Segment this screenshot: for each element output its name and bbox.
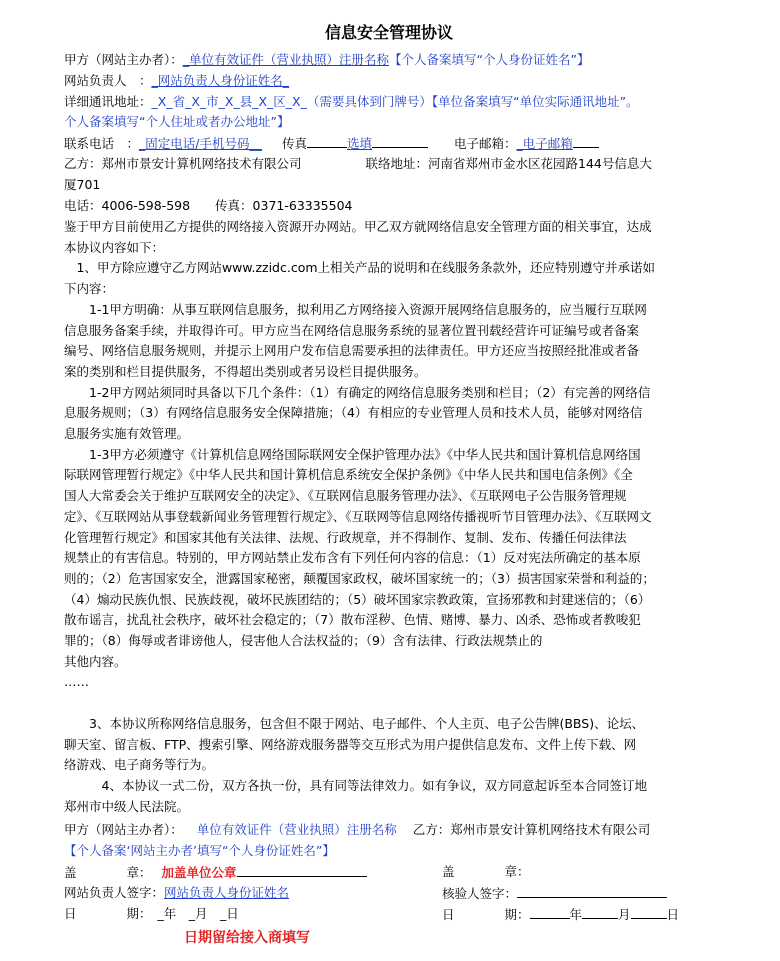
body-line: 郑州市中级人民法院。	[64, 798, 190, 814]
address-value: _X_省_X_市_X_县_X_区_X_（需要具体到门牌号）	[151, 94, 432, 109]
owner-sign-label: 网站负责人签字：	[64, 885, 165, 900]
address-line	[64, 92, 639, 112]
day-label: 日	[666, 907, 680, 922]
body-line: 3、本协议所称网络信息服务，包含但不限于网站、电子邮件、个人主页、电子公告牌(BBS)、论坛、	[64, 715, 645, 731]
sign-party-a-label: 甲方（网站主办者）：	[64, 822, 183, 837]
address-note: 【单位备案填写“单位实际通讯地址”。	[431, 94, 639, 109]
month-label: 月	[618, 907, 631, 922]
verifier-blank	[517, 883, 667, 898]
sign-personal-note: 【个人备案‘网站主办者’填写“个人身份证姓名”】	[64, 843, 335, 858]
body-line: （4）煽动民族仇恨、民族歧视，破坏民族团结的；（5）破坏国家宗教政策，宣扬邪教和封建迷信的；（6）	[64, 591, 651, 607]
body-line: 散布谣言，扰乱社会秩序，破坏社会稳定的；（7）散布淫秽、色情、赌博、暴力、凶杀、恐怖或者教唆犯	[64, 612, 641, 628]
owner-sign-line	[64, 883, 289, 903]
month-blank	[582, 904, 618, 919]
email-label: 电子邮箱：	[454, 136, 517, 151]
contact-line	[64, 133, 599, 154]
day-blank	[631, 904, 667, 919]
body-line: 1、甲方除应遵守乙方网站www.zzidc.com上相关产品的说明和在线服务条款外，还应特别遵守并承诺如	[64, 260, 656, 276]
fax-label: 传真	[281, 136, 307, 151]
body-line: 聊天室、留言板、FTP、搜索引擎、网络游戏服务器等交互形式为用户提供信息发布、文件上传下载、网	[64, 736, 637, 752]
body-line: 信息服务备案手续，并取得许可。甲方应当在网络信息服务系统的显著位置刊载经营许可证编号或者备案	[64, 322, 640, 338]
body-line: 罪的；（8）侮辱或者诽谤他人，侵害他人合法权益的；（9）含有法律、行政法规禁止的	[64, 633, 543, 648]
body-line: 下内容：	[64, 281, 115, 297]
sign-party-a-value: 单位有效证件（营业执照）注册名称	[196, 822, 397, 837]
body-line: 其他内容。	[64, 653, 127, 669]
address-note-2: 个人备案填写“个人住址或者办公地址”】	[64, 114, 290, 129]
date-label-b: 日 期：	[442, 907, 530, 922]
fax-value: 选填	[347, 136, 373, 151]
body-line: 息服务实施有效管理。	[64, 426, 190, 441]
year-blank	[530, 904, 570, 919]
body-line: 4、本协议一式二份，双方各执一份，具有同等法律效力。如有争议，双方同意起诉至本合同签订地	[64, 777, 647, 793]
email-value: _电子邮箱	[516, 136, 573, 151]
party-b-phone-fax: 电话：4006-598-598 传真：0371-63335504	[64, 198, 353, 213]
seal-blank-a	[237, 862, 367, 877]
seal-label-b: 盖 章：	[442, 864, 530, 879]
seal-value-a: 加盖单位公章	[161, 865, 237, 880]
party-b-name: 乙方：郑州市景安计算机网络技术有限公司	[64, 156, 302, 171]
party-a-label: 甲方（网站主办者）：	[64, 52, 183, 67]
body-line: 编号、网络信息服务规则，并提示上网用户发布信息需要承担的法律责任。甲方还应当按照经批准或者备	[64, 343, 640, 359]
address-label: 详细通讯地址：	[64, 94, 152, 109]
body-line: 1-1甲方明确：从事互联网信息服务，拟利用乙方网络接入资源开展网络信息服务的，应当履行互联网	[64, 301, 647, 317]
party-a-value: _单位有效证件（营业执照）注册名称	[182, 52, 390, 67]
party-b-address: 联络地址：河南省郑州市金水区花园路144号信息大	[365, 156, 652, 171]
body-line: 鉴于甲方目前使用乙方提供的网络接入资源开办网站。甲乙双方就网络信息安全管理方面的相关事宜，达成	[64, 219, 652, 234]
body-line: 化管理暂行规定》和国家其他有关法律、法规、行政规章，并不得制作、复制、发布、传播任何法律法	[64, 529, 627, 545]
body-line: 1-3甲方必须遵守《计算机信息网络国际联网安全保护管理办法》《中华人民共和国计算机信息网络国	[64, 446, 641, 462]
body-line: 际联网管理暂行规定》《中华人民共和国计算机信息系统安全保护条例》《中华人民共和国电信条例》《全	[64, 467, 633, 483]
sign-party-b: 乙方：郑州市景安计算机网络技术有限公司	[412, 822, 651, 837]
party-b-line	[64, 154, 652, 174]
owner-value: _网站负责人身份证姓名_	[151, 73, 290, 88]
party-b-address-cont: 厦701	[64, 177, 101, 192]
phone-value: _固定电话/手机号码__	[139, 136, 262, 151]
body-line: 息服务规则；（3）有网络信息服务安全保障措施；（4）有相应的专业管理人员和技术人员，能够对网络信	[64, 405, 643, 421]
seal-line-a	[64, 862, 367, 883]
document-title: 信息安全管理协议	[324, 23, 453, 42]
body-line: 1-2甲方网站须同时具备以下几个条件：（1）有确定的网络信息服务类别和栏目；（2）有完善的网络信	[64, 384, 651, 400]
year-label: 年	[569, 907, 583, 922]
body-line: 案的类别和栏目提供服务，不得超出类别或者另设栏目提供服务。	[64, 363, 427, 379]
fax-blank	[307, 133, 347, 148]
owner-sign-value: 网站负责人身份证姓名	[164, 885, 290, 900]
date-line-b	[442, 904, 679, 925]
party-a-note: 【个人备案填写“个人身份证姓名”】	[389, 52, 590, 67]
party-a-line	[64, 50, 589, 70]
body-line: 络游戏、电子商务等行为。	[64, 757, 215, 773]
body-line: 定》、《互联网站从事登载新闻业务管理暂行规定》、《互联网等信息网络传播视听节目管理办法》、《互联网文	[64, 508, 652, 524]
email-blank	[573, 133, 599, 148]
verifier-line	[442, 883, 667, 904]
body-line: 本协议内容如下：	[64, 239, 165, 255]
owner-line	[64, 71, 289, 91]
body-line: 国人大常委会关于维护互联网安全的决定》、《互联网信息服务管理办法》、《互联网电子公告服务管理规	[64, 488, 627, 504]
verifier-label: 核验人签字：	[442, 886, 518, 901]
body-line: 则的；（2）危害国家安全，泄露国家秘密，颠覆国家政权，破坏国家统一的；（3）损害国家荣誉和利益的；	[64, 570, 655, 586]
phone-label: 联系电话 ：	[64, 136, 140, 151]
body-line: 规禁止的有害信息。特别的，甲方网站禁止发布含有下列任何内容的信息：（1）反对宪法所确定的基本原	[64, 550, 641, 566]
owner-label: 网站负责人 ：	[64, 73, 152, 88]
sign-party-line	[64, 820, 650, 840]
date-note: 日期留给接入商填写	[184, 930, 310, 946]
date-label-a: 日 期：	[64, 906, 152, 921]
date-value-a: _年 _月 _日	[157, 906, 239, 921]
seal-label-a: 盖 章：	[64, 865, 152, 880]
fax-blank-2	[372, 133, 428, 148]
body-line: ……	[64, 674, 89, 690]
date-line-a	[64, 904, 239, 924]
